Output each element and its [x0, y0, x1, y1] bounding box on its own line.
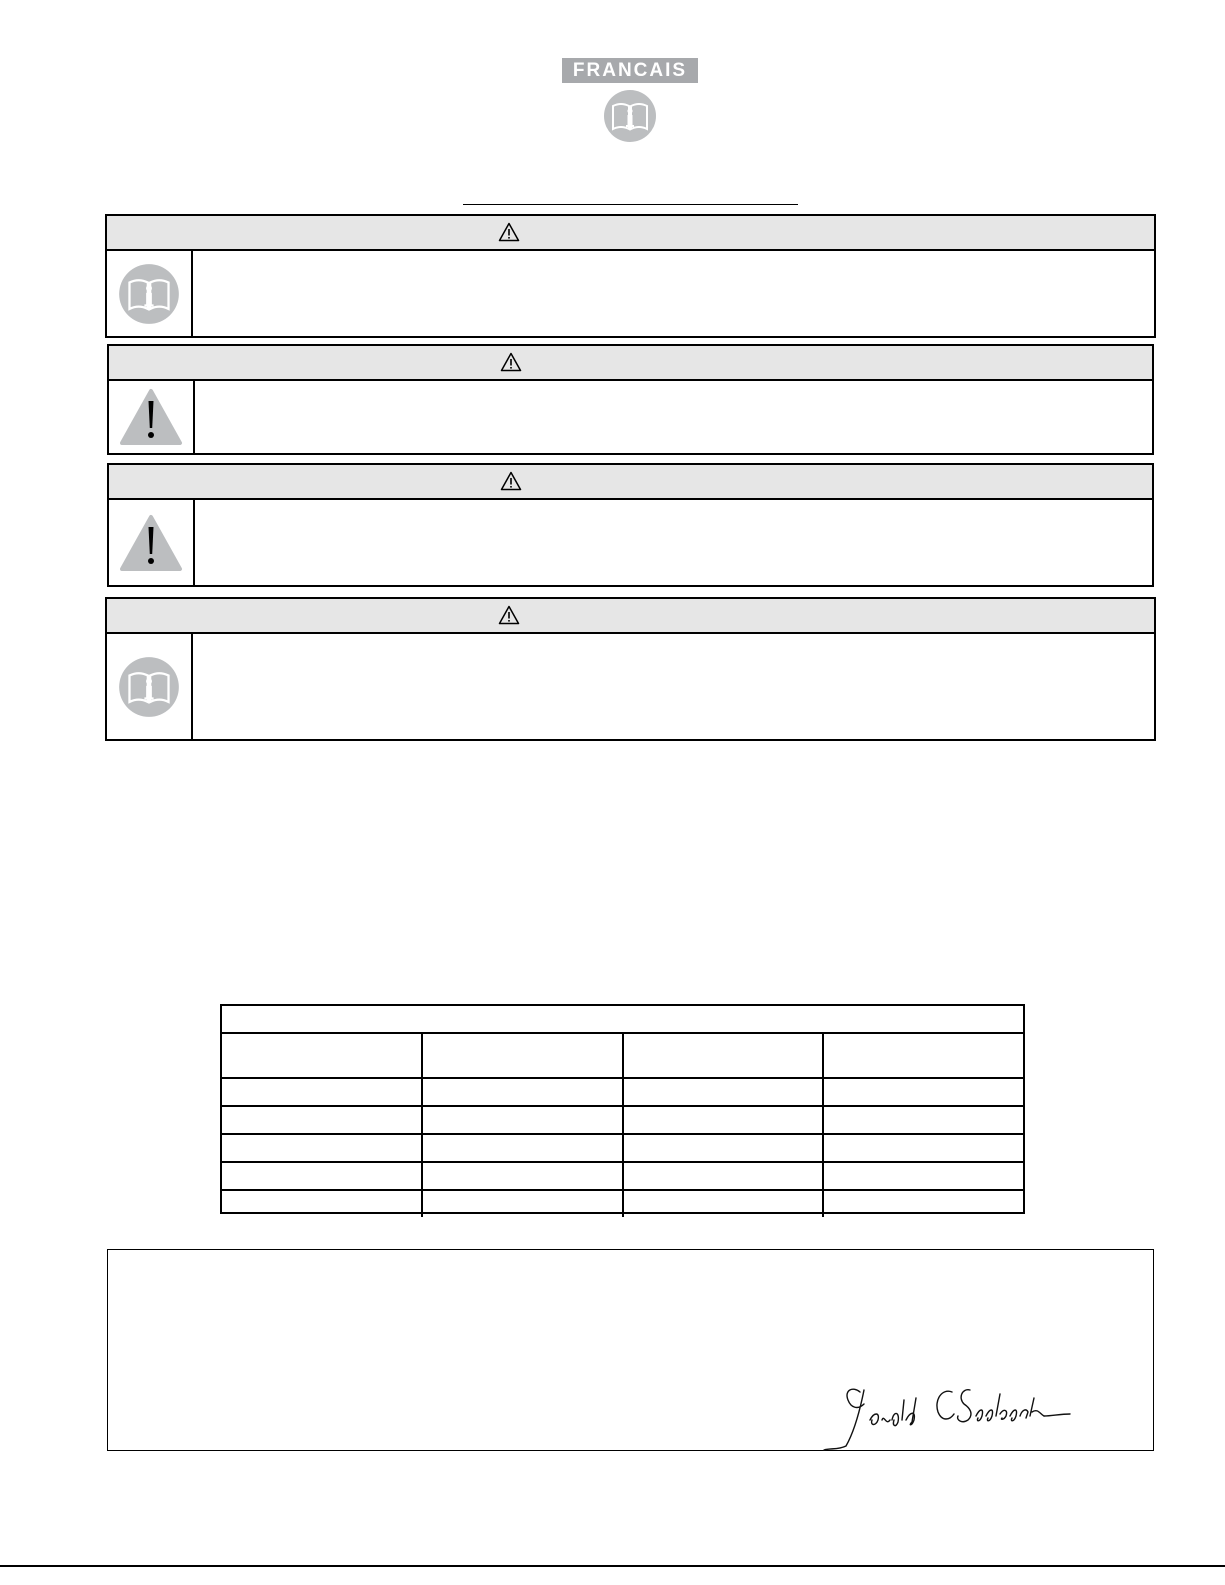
warning-triangle-icon: [500, 352, 522, 372]
manual-info-icon: [118, 263, 180, 325]
table-cell: [823, 1190, 1023, 1217]
table-caption: [222, 1006, 1023, 1033]
warning-text: [203, 642, 1146, 731]
warning-header: [107, 599, 1154, 634]
warning-text: [205, 389, 1144, 445]
table-cell: [823, 1162, 1023, 1190]
warning-box-2: [107, 344, 1154, 455]
table-cell: [422, 1106, 622, 1134]
table-cell: [623, 1162, 823, 1190]
table-row: [222, 1134, 1023, 1162]
table-cell: [422, 1134, 622, 1162]
footer-rule: [0, 1565, 1225, 1567]
signature: [820, 1380, 1075, 1457]
table-cell: [623, 1106, 823, 1134]
table-cell: [222, 1190, 422, 1217]
table-header-cell: [823, 1033, 1023, 1078]
warning-header: [109, 465, 1152, 500]
warning-header: [109, 346, 1152, 381]
table-cell: [222, 1134, 422, 1162]
table-cell: [623, 1190, 823, 1217]
manual-info-icon: [118, 656, 180, 718]
warning-box-4: [105, 597, 1156, 741]
table-cell: [222, 1078, 422, 1106]
warning-header: [107, 216, 1154, 251]
table-cell: [623, 1134, 823, 1162]
table-cell: [823, 1078, 1023, 1106]
specification-table: [220, 1004, 1025, 1214]
table-header-cell: [623, 1033, 823, 1078]
table-cell: [222, 1162, 422, 1190]
warning-text: [205, 508, 1144, 577]
warning-box-3: [107, 463, 1154, 587]
warning-triangle-icon: [498, 222, 520, 242]
table-cell: [823, 1106, 1023, 1134]
warning-box-1: [105, 214, 1156, 338]
table-row: [222, 1106, 1023, 1134]
table-cell: [422, 1078, 622, 1106]
table-header-cell: [222, 1033, 422, 1078]
warning-text: [203, 259, 1146, 328]
table-row: [222, 1078, 1023, 1106]
table-cell: [422, 1190, 622, 1217]
warning-triangle-icon: [500, 471, 522, 491]
title-underline: [463, 204, 798, 205]
table-row: [222, 1190, 1023, 1217]
warning-triangle-icon: [498, 605, 520, 625]
exclamation-triangle-icon: [119, 388, 183, 446]
language-badge: FRANCAIS: [562, 58, 698, 83]
table-cell: [422, 1162, 622, 1190]
table-row: [222, 1162, 1023, 1190]
table-cell: [823, 1134, 1023, 1162]
table-cell: [623, 1078, 823, 1106]
table-cell: [222, 1106, 422, 1134]
table-header-cell: [422, 1033, 622, 1078]
manual-info-icon: [603, 89, 657, 143]
exclamation-triangle-icon: [119, 514, 183, 572]
